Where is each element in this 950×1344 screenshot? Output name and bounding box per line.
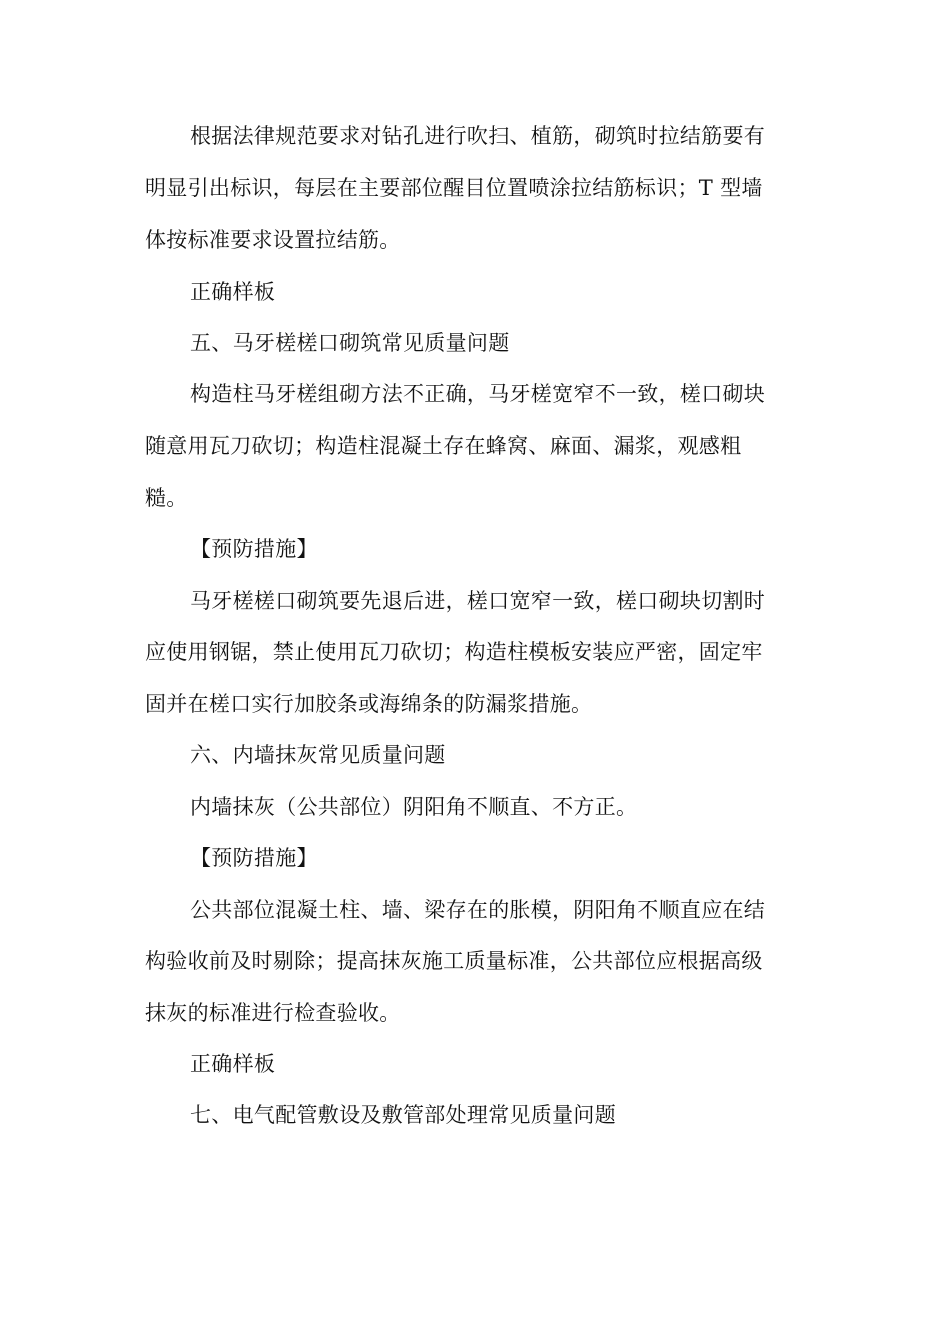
paragraph-line: 马牙槎槎口砌筑要先退后进，槎口宽窄一致，槎口砌块切割时 xyxy=(190,589,766,613)
paragraph-line: 内墙抹灰（公共部位）阴阳角不顺直、不方正。 xyxy=(190,795,638,819)
subheading: 【预防措施】 xyxy=(190,846,318,870)
paragraph-line: 抹灰的标准进行检查验收。 xyxy=(145,1001,401,1025)
section-heading: 五、马牙槎槎口砌筑常见质量问题 xyxy=(190,331,510,355)
section-heading: 七、电气配管敷设及敷管部处理常见质量问题 xyxy=(190,1103,616,1127)
paragraph-line: 应使用钢锯，禁止使用瓦刀砍切；构造柱模板安装应严密，固定牢 xyxy=(145,640,763,664)
paragraph-line: 明显引出标识，每层在主要部位醒目位置喷涂拉结筋标识；T 型墙 xyxy=(145,176,763,200)
subheading: 【预防措施】 xyxy=(190,537,318,561)
paragraph-line: 随意用瓦刀砍切；构造柱混凝土存在蜂窝、麻面、漏浆，观感粗 xyxy=(145,434,742,458)
subheading: 正确样板 xyxy=(190,280,276,304)
section-heading: 六、内墙抹灰常见质量问题 xyxy=(190,743,446,767)
subheading: 正确样板 xyxy=(190,1052,276,1076)
paragraph-line: 构验收前及时剔除；提高抹灰施工质量标准，公共部位应根据高级 xyxy=(145,949,763,973)
paragraph-line: 构造柱马牙槎组砌方法不正确，马牙槎宽窄不一致，槎口砌块 xyxy=(190,382,766,406)
paragraph-line: 体按标准要求设置拉结筋。 xyxy=(145,228,401,252)
paragraph-line: 公共部位混凝土柱、墙、梁存在的胀模，阴阳角不顺直应在结 xyxy=(190,898,766,922)
paragraph-line: 根据法律规范要求对钻孔进行吹扫、植筋，砌筑时拉结筋要有 xyxy=(190,124,766,148)
paragraph-line: 糙。 xyxy=(145,486,188,510)
paragraph-line: 固并在槎口实行加胶条或海绵条的防漏浆措施。 xyxy=(145,692,593,716)
